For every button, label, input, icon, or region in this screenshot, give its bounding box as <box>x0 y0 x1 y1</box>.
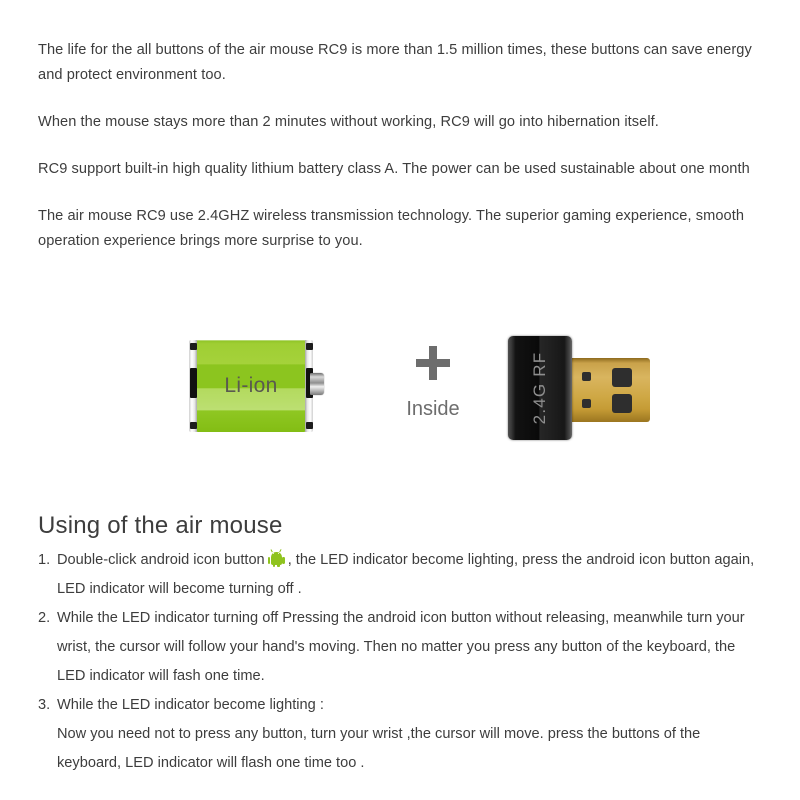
usage-step-3-detail: Now you need not to press any button, turn your wrist ,the cursor will move. press the buttons of the keyboard, LED indicator will flash one time too . <box>57 726 701 771</box>
battery-corner-bottom-left <box>190 422 197 429</box>
android-robot-icon <box>268 550 285 567</box>
usb-notch-bottom <box>582 399 591 408</box>
step-text-before-icon: Double-click android icon button <box>57 552 265 568</box>
usage-section <box>38 512 762 778</box>
lithium-battery-image <box>186 340 316 432</box>
android-leg-right <box>277 564 280 567</box>
battery-terminal <box>310 373 324 395</box>
android-leg-left <box>273 564 276 567</box>
step-text <box>57 546 762 604</box>
battery-label: Li-ion <box>224 374 278 397</box>
usage-step-2 <box>38 604 762 691</box>
battery-band-left <box>190 368 197 398</box>
android-arm-right <box>282 557 284 564</box>
android-head <box>271 552 282 558</box>
battery-corner-top-left <box>190 343 197 350</box>
usage-step-list <box>38 546 762 778</box>
product-illustration <box>0 318 800 468</box>
intro-section <box>38 38 762 254</box>
dongle-body <box>508 336 572 440</box>
intro-paragraph-3: RC9 support built-in high quality lithium battery class A. The power can be used sustainable about one month <box>38 161 750 177</box>
intro-paragraph-1: The life for the all buttons of the air mouse RC9 is more than 1.5 million times, these buttons can save energy and protect environment too. <box>38 42 752 83</box>
battery-body <box>193 340 309 432</box>
step-text: While the LED indicator become lighting : <box>57 697 324 713</box>
usb-contact-bottom <box>612 394 632 413</box>
usage-step-1 <box>38 546 762 604</box>
usb-contact-top <box>612 368 632 387</box>
usb-dongle-image <box>508 336 668 440</box>
inside-caption: Inside <box>406 398 460 420</box>
usb-connector <box>564 358 650 422</box>
plus-icon <box>416 346 450 380</box>
intro-paragraph-4: The air mouse RC9 use 2.4GHZ wireless transmission technology. The superior gaming experience, smooth operation experience brings more surprise to you. <box>38 208 745 249</box>
step-number: 3. <box>38 697 51 713</box>
dongle-label: 2.4G RF <box>530 351 549 425</box>
intro-paragraph-2: When the mouse stays more than 2 minutes without working, RC9 will go into hibernation itself. <box>38 114 659 130</box>
battery-corner-bottom-right <box>306 422 313 429</box>
page-title: Using of the air mouse <box>38 512 283 539</box>
usb-notch-top <box>582 372 591 381</box>
step-number: 2. <box>38 610 51 626</box>
usage-step-3 <box>38 691 762 720</box>
step-number: 1. <box>38 552 51 568</box>
plus-group <box>378 346 488 421</box>
battery-corner-top-right <box>306 343 313 350</box>
step-text: While the LED indicator turning off Pressing the android icon button without releasing, meanwhile turn your wrist, the cursor will follow your hand's moving. Then no matter you press any button of the keyboard, the LED indicator will fash one time. <box>57 610 745 684</box>
android-arm-left <box>268 557 270 564</box>
step-text-after-icon: , the LED indicator become lighting, press the android icon button again, LED indicator will become turning off . <box>57 552 755 597</box>
